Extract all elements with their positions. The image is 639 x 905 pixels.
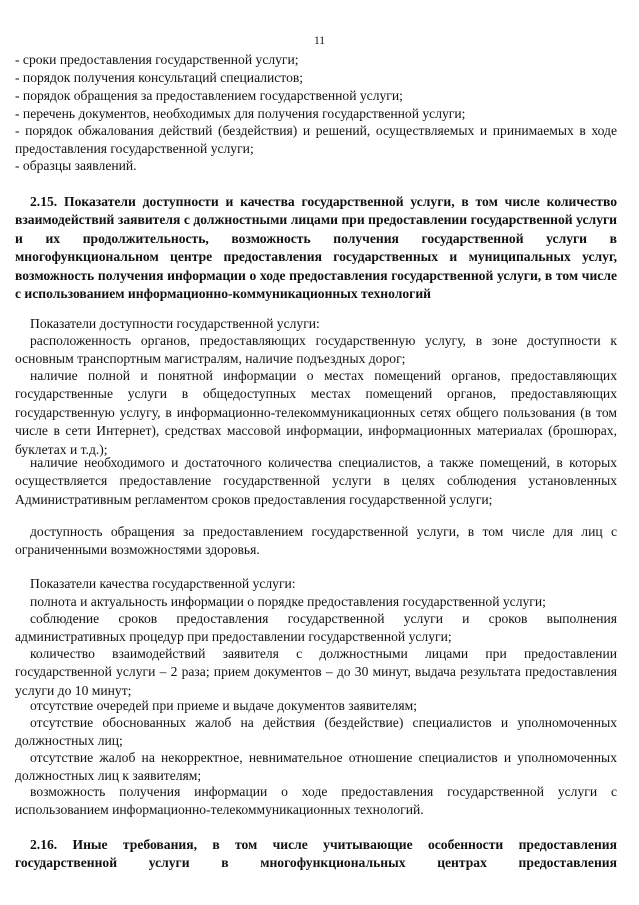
availability-item: наличие полной и понятной информации о местах помещений органов, предоставляющих государственные услуги в общедоступных местах помещений органов, предоставляющих государственную услугу, в информационно-телекоммуникационных сетях общего пользования (в том числе в сети Интернет), средствах массовой информации, информационных материалах (брошюрах, буклетах и т.д.); [15,368,617,457]
list-item: - образцы заявлений. [15,158,137,173]
availability-item: доступность обращения за предоставлением государственной услуги, в том числе для лиц с ограниченными возможностями здоровья. [15,524,617,558]
quality-title: Показатели качества государственной услуги: [30,576,296,591]
list-item: - порядок получения консультаций специалистов; [15,70,304,85]
list-item: - сроки предоставления государственной услуги; [15,52,299,67]
availability-item: наличие необходимого и достаточного количества специалистов, а также помещений, в которых осуществляется предоставление государственной услуги в целях соблюдения установленных Административным регламентом сроков предоставления государственной услуги; [15,455,617,507]
availability-title: Показатели доступности государственной услуги: [30,316,320,331]
list-item: - порядок обращения за предоставлением государственной услуги; [15,88,403,103]
availability-item: расположенность органов, предоставляющих государственную услугу, в зоне доступности к основным транспортным магистралям, наличие подъездных дорог; [15,333,617,367]
quality-item: отсутствие очередей при приеме и выдаче документов заявителям; [30,698,417,713]
list-item: - перечень документов, необходимых для получения государственной услуги; [15,106,466,121]
list-item: - порядок обжалования действий (бездействия) и решений, осуществляемых и принимаемых в ходе предоставления государственной услуги; [15,123,617,157]
quality-item: возможность получения информации о ходе предоставления государственной услуги с использованием информационно-телекоммуникационных технологий. [15,784,617,818]
page-number: 11 [313,35,326,47]
quality-item: отсутствие жалоб на некорректное, невнимательное отношение специалистов и уполномоченных должностных лиц к заявителям; [15,750,617,784]
quality-item: количество взаимодействий заявителя с должностными лицами при предоставлении государственной услуги – 2 раза; прием документов – до 30 минут, выдача результата предоставления услуги до 10 минут; [15,646,617,698]
quality-item: полнота и актуальность информации о порядке предоставления государственной услуги; [30,594,546,609]
quality-item: отсутствие обоснованных жалоб на действия (бездействие) специалистов и уполномоченных должностных лиц; [15,715,617,749]
section-heading-2-16: 2.16. Иные требования, в том числе учитывающие особенности предоставления государственной услуги в многофункциональных центрах предоставления [15,837,617,871]
section-heading-2-15: 2.15. Показатели доступности и качества государственной услуги, в том числе количество взаимодействий заявителя с должностными лицами при предоставлении государственной услуги и их продолжительность, возможность получения государственной услуги в многофункциональном центре предоставления государственных и муниципальных услуг, возможность получения информации о ходе предоставления государственной услуги, в том числе с использованием информационно-коммуникационных технологий [15,194,617,302]
quality-item: соблюдение сроков предоставления государственной услуги и сроков выполнения административных процедур при предоставлении государственной услуги; [15,611,617,645]
